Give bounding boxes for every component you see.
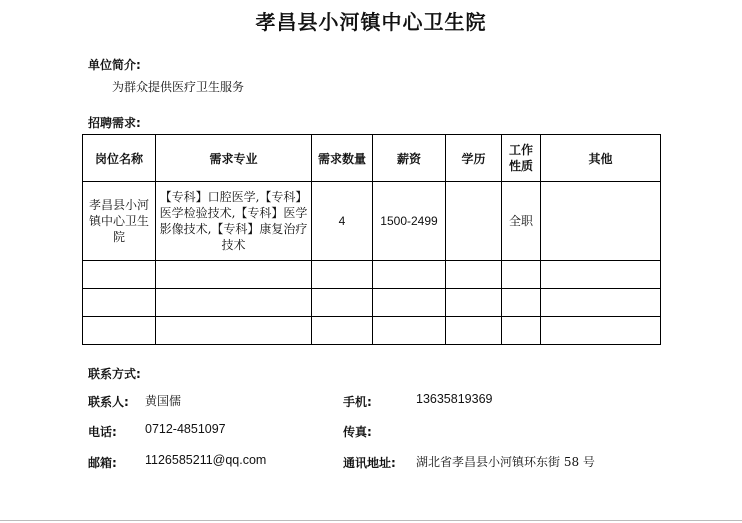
header-education: 学历	[446, 135, 502, 182]
cell-other	[541, 182, 661, 261]
email-value: 1126585211@qq.com	[145, 453, 267, 467]
address-value: 湖北省孝昌县小河镇环东街 58 号	[416, 455, 595, 469]
table-row-empty	[83, 317, 661, 345]
contact-person: 黄国儒	[145, 394, 182, 408]
mobile-label: 手机:	[343, 395, 372, 409]
address-label: 通讯地址:	[343, 456, 396, 470]
cell-count: 4	[312, 182, 373, 261]
bottom-divider	[0, 520, 742, 521]
intro-label: 单位简介:	[88, 58, 141, 72]
intro-text: 为群众提供医疗卫生服务	[112, 80, 245, 94]
header-major: 需求专业	[156, 135, 312, 182]
recruit-table	[82, 134, 661, 345]
header-salary: 薪资	[373, 135, 446, 182]
mobile-value: 13635819369	[416, 392, 493, 406]
header-nature: 工作性质	[502, 135, 541, 182]
email-label: 邮箱:	[88, 456, 117, 470]
table-row-empty	[83, 289, 661, 317]
phone-value: 0712-4851097	[145, 422, 226, 436]
recruit-label: 招聘需求:	[88, 116, 141, 130]
cell-salary: 1500-2499	[373, 182, 446, 261]
table-row-empty	[83, 261, 661, 289]
header-count: 需求数量	[312, 135, 373, 182]
contact-person-label: 联系人:	[88, 395, 129, 409]
cell-position: 孝昌县小河镇中心卫生院	[83, 182, 156, 261]
fax-label: 传真:	[343, 425, 372, 439]
cell-major: 【专科】口腔医学,【专科】医学检验技术,【专科】医学影像技术,【专科】康复治疗技术	[156, 182, 312, 261]
header-position: 岗位名称	[83, 135, 156, 182]
cell-education	[446, 182, 502, 261]
table-row	[83, 182, 661, 261]
phone-label: 电话:	[88, 425, 117, 439]
page-title: 孝昌县小河镇中心卫生院	[255, 10, 487, 34]
cell-nature: 全职	[502, 182, 541, 261]
contact-label: 联系方式:	[88, 367, 141, 381]
header-other: 其他	[541, 135, 661, 182]
table-header-row	[83, 135, 661, 182]
